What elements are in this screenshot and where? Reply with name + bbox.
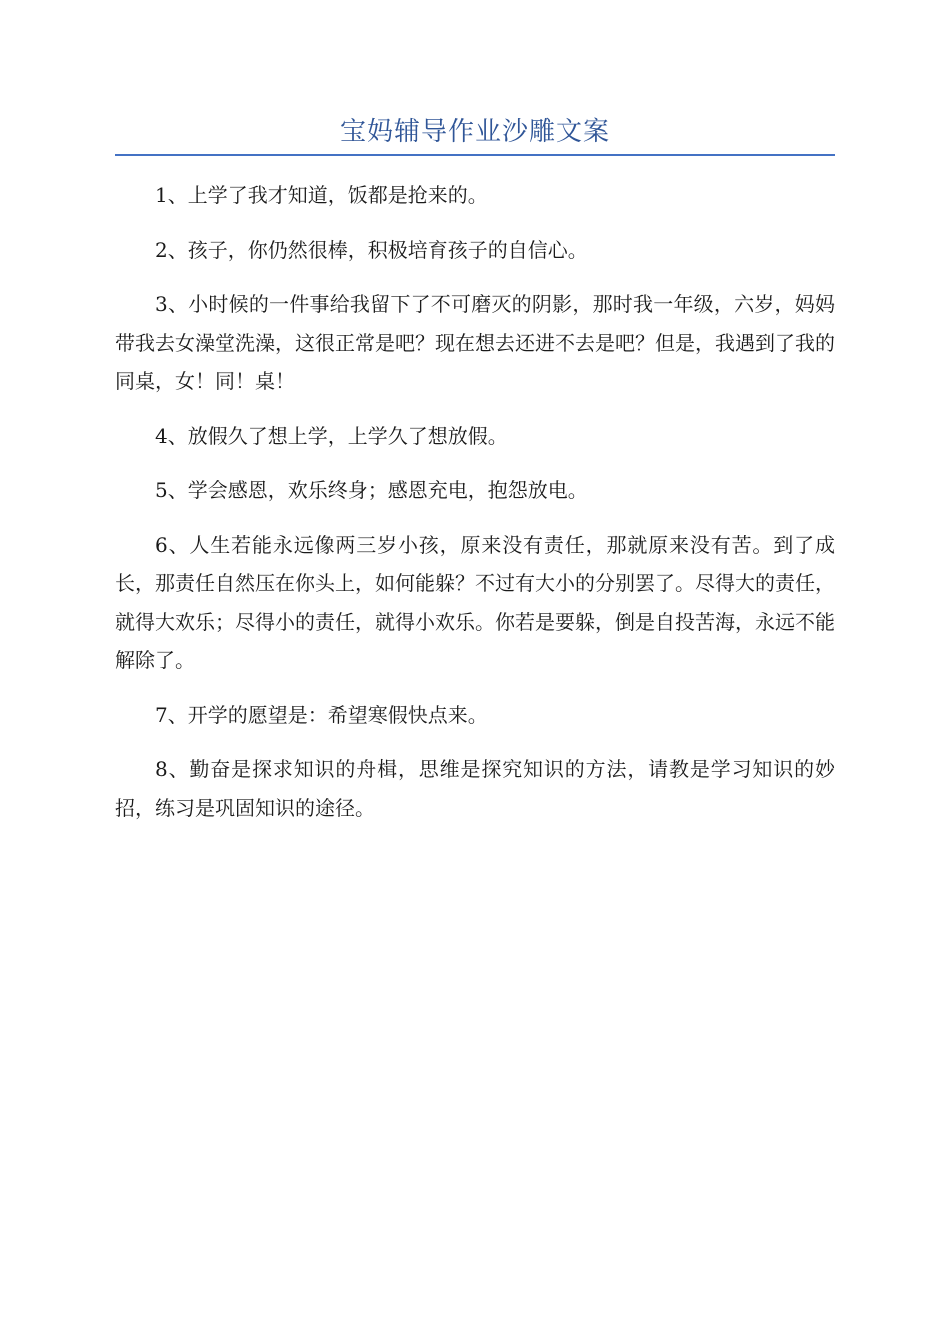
paragraph-8: 8、勤奋是探求知识的舟楫，思维是探究知识的方法，请教是学习知识的妙招，练习是巩固知识的途径。 (115, 757, 835, 820)
paragraph-7: 7、开学的愿望是：希望寒假快点来。 (155, 702, 488, 727)
document-body (115, 176, 835, 843)
paragraph-6: 6、人生若能永远像两三岁小孩，原来没有责任，那就原来没有苦。到了成长，那责任自然压在你头上，如何能躲？不过有大小的分别罢了。尽得大的责任，就得大欢乐；尽得小的责任，就得小欢乐。你若是要躲，倒是自投苦海，永远不能解除了。 (115, 532, 835, 672)
paragraph-5: 5、学会感恩，欢乐终身；感恩充电，抱怨放电。 (155, 478, 588, 502)
document-title: 宝妈辅导作业沙雕文案 (339, 117, 610, 147)
paragraph-3: 3、小时候的一件事给我留下了不可磨灭的阴影，那时我一年级，六岁，妈妈带我去女澡堂洗澡，这很正常是吧？现在想去还进不去是吧？但是，我遇到了我的同桌，女！同！桌！ (115, 292, 835, 393)
title-underline-divider (115, 154, 835, 156)
paragraph-4: 4、放假久了想上学，上学久了想放假。 (155, 423, 508, 448)
paragraph-1: 1、上学了我才知道，饭都是抢来的。 (155, 183, 488, 207)
paragraph-2: 2、孩子，你仍然很棒，积极培育孩子的自信心。 (155, 237, 588, 262)
